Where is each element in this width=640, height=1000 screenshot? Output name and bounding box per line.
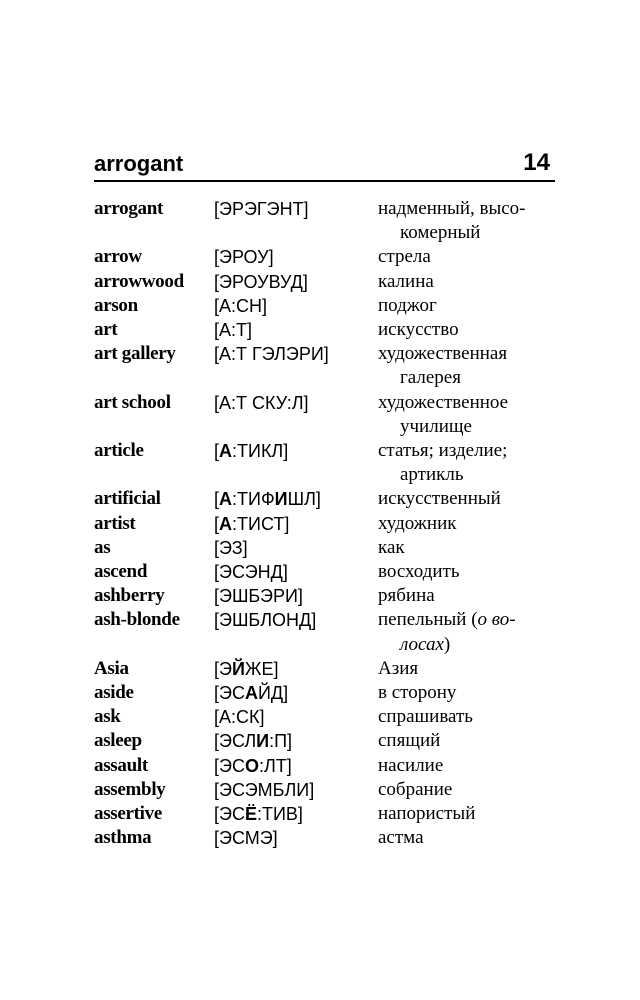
entry-translation [378, 802, 564, 826]
header-rule [94, 180, 555, 182]
entry-headword: assertive [94, 803, 162, 825]
entry-headword: art [94, 319, 118, 341]
entry-translation [378, 536, 564, 560]
stressed-vowel: Ё [244, 804, 257, 825]
translation-line: насилие [378, 754, 444, 776]
dictionary-entry [94, 439, 564, 487]
dictionary-entry [94, 197, 564, 245]
translation-line: артикль [400, 464, 464, 486]
translation-line: художник [378, 512, 457, 534]
translation-segment: ) [443, 633, 451, 655]
dictionary-entry [94, 536, 564, 560]
translation-line: поджог [378, 294, 437, 316]
page-number: 14 [523, 149, 550, 176]
entry-headword: assembly [94, 778, 166, 800]
translation-line: восходить [378, 561, 460, 583]
pronunciation-segment: [ЭС [214, 804, 245, 825]
stressed-vowel: А [219, 489, 233, 510]
entry-translation [378, 245, 564, 269]
entry-headword: assault [94, 754, 148, 776]
stressed-vowel: О [244, 755, 259, 776]
dictionary-entry [94, 318, 564, 342]
entry-headword: artificial [94, 488, 161, 510]
translation-line: галерея [400, 367, 461, 389]
entry-pronunciation [214, 439, 378, 463]
pronunciation-segment: [ [214, 489, 220, 510]
dictionary-entry [94, 270, 564, 294]
translation-line: напористый [378, 803, 476, 825]
entry-pronunciation: [ЭЗ] [214, 537, 248, 558]
entry-translation [378, 487, 564, 511]
stressed-vowel: И [256, 731, 270, 752]
translation-line: в сторону [378, 682, 457, 704]
dictionary-entry [94, 512, 564, 536]
entry-translation [378, 391, 564, 439]
pronunciation-segment: [ЭС [214, 755, 245, 776]
stressed-vowel: А [219, 513, 233, 534]
entry-translation [378, 681, 564, 705]
translation-line: художественное [378, 391, 509, 413]
pronunciation-segment: :ТИСТ] [232, 513, 290, 534]
translation-line: как [378, 536, 405, 558]
pronunciation-segment: [ЭС [214, 683, 245, 704]
translation-line: спрашивать [378, 706, 473, 728]
entry-pronunciation: [ЭСЭМБЛИ] [214, 779, 315, 800]
entry-pronunciation [214, 802, 378, 826]
dictionary-entry [94, 391, 564, 439]
pronunciation-segment: :ТИФ [232, 489, 275, 510]
stressed-vowel: А [219, 441, 233, 462]
translation-line: художественная [378, 343, 508, 365]
dictionary-entry [94, 657, 564, 681]
pronunciation-segment: ШЛ] [287, 489, 321, 510]
dictionary-entry [94, 802, 564, 826]
entry-pronunciation [214, 657, 378, 681]
entry-pronunciation: [А:Т СКУ:Л] [214, 392, 309, 413]
dictionary-entry [94, 729, 564, 753]
dictionary-entry [94, 705, 564, 729]
pronunciation-segment: :П] [269, 731, 293, 752]
entry-pronunciation: [ЭШБЛОНД] [214, 610, 317, 631]
entry-headword: arrowwood [94, 270, 184, 292]
pronunciation-segment: [Э [214, 658, 232, 679]
entry-headword: ask [94, 706, 121, 728]
entry-pronunciation: [ЭРЭГЭНТ] [214, 199, 309, 219]
entry-headword: article [94, 440, 144, 462]
entry-translation [378, 778, 564, 802]
pronunciation-segment: [ [214, 441, 220, 462]
dictionary-entry [94, 584, 564, 608]
entry-pronunciation: [ЭШБЭРИ] [214, 586, 303, 607]
entry-translation [378, 705, 564, 729]
usage-note: лосах [400, 633, 444, 655]
dictionary-entry [94, 681, 564, 705]
dictionary-entry [94, 754, 564, 778]
entry-translation [378, 294, 564, 318]
page-header [94, 150, 554, 180]
entry-headword: arrogant [94, 198, 164, 219]
entry-headword: as [94, 536, 111, 558]
entry-headword: aside [94, 682, 134, 704]
stressed-vowel: Й [231, 658, 245, 679]
dictionary-entry [94, 342, 564, 390]
dictionary-entry [94, 778, 564, 802]
entry-pronunciation: [ЭСЭНД] [214, 562, 288, 583]
entry-pronunciation [214, 512, 378, 536]
entry-translation [378, 584, 564, 608]
translation-line [378, 608, 564, 632]
entry-headword: ashberry [94, 585, 165, 607]
entry-headword: art gallery [94, 343, 176, 365]
entry-headword: Asia [94, 657, 129, 679]
usage-note: о во- [477, 609, 516, 631]
pronunciation-segment: :ТИКЛ] [232, 441, 289, 462]
entry-pronunciation: [ЭРОУ] [214, 247, 274, 268]
stressed-vowel: А [244, 683, 258, 704]
translation-line: стрела [378, 246, 431, 268]
entry-headword: ash-blonde [94, 609, 180, 631]
entry-pronunciation: [А:Т] [214, 320, 253, 341]
entry-headword: asleep [94, 730, 142, 752]
dictionary-entry [94, 245, 564, 269]
translation-line: училище [400, 415, 472, 437]
translation-line: комерный [400, 222, 481, 244]
translation-line: статья; изделие; [378, 440, 508, 462]
pronunciation-segment: ЙД] [257, 683, 289, 704]
entry-translation [378, 560, 564, 584]
entry-headword: ascend [94, 561, 148, 583]
translation-segment: пепельный ( [378, 609, 478, 631]
stressed-vowel: И [274, 489, 288, 510]
entry-pronunciation: [ЭСМЭ] [214, 828, 278, 849]
running-head: arrogant [94, 151, 184, 176]
translation-line: Азия [378, 657, 419, 679]
entry-pronunciation: [А:СН] [214, 295, 268, 316]
entry-translation [378, 197, 564, 245]
translation-line: надменный, высо- [378, 198, 526, 219]
entry-translation [378, 342, 564, 390]
entry-translation [378, 729, 564, 753]
entry-pronunciation [214, 681, 378, 705]
dictionary-entry [94, 294, 564, 318]
entry-headword: artist [94, 512, 136, 534]
dictionary-entry [94, 487, 564, 511]
entry-translation [378, 512, 564, 536]
entry-translation [378, 439, 564, 487]
entry-pronunciation: [А:Т ГЭЛЭРИ] [214, 344, 329, 365]
entry-headword: asthma [94, 827, 152, 849]
pronunciation-segment: ЖЕ] [244, 658, 279, 679]
entry-headword: art school [94, 391, 171, 413]
entry-headword: arrow [94, 246, 142, 268]
entry-translation [378, 270, 564, 294]
dictionary-entry [94, 560, 564, 584]
pronunciation-segment: :ТИВ] [256, 804, 303, 825]
translation-line: искусственный [378, 488, 501, 510]
entry-pronunciation [214, 729, 378, 753]
pronunciation-segment: [ЭСЛ [214, 731, 257, 752]
translation-line: искусство [378, 319, 459, 341]
entry-translation [378, 657, 564, 681]
dictionary-entry [94, 826, 564, 850]
pronunciation-segment: :ЛТ] [258, 755, 292, 776]
dictionary-entry [94, 608, 564, 656]
translation-line: астма [378, 827, 424, 849]
entry-pronunciation [214, 754, 378, 778]
translation-line: спящий [378, 730, 441, 752]
entry-translation [378, 754, 564, 778]
entry-translation [378, 318, 564, 342]
translation-line: рябина [378, 585, 435, 607]
translation-line [378, 633, 564, 657]
pronunciation-segment: [ [214, 513, 220, 534]
translation-line: собрание [378, 778, 453, 800]
entry-headword: arson [94, 294, 138, 316]
entry-pronunciation [214, 487, 378, 511]
entry-translation [378, 608, 564, 656]
translation-line: калина [378, 270, 434, 292]
entry-pronunciation: [А:СК] [214, 707, 265, 728]
entry-translation [378, 826, 564, 850]
entry-pronunciation: [ЭРОУВУД] [214, 271, 308, 292]
dictionary-entries [94, 197, 564, 850]
